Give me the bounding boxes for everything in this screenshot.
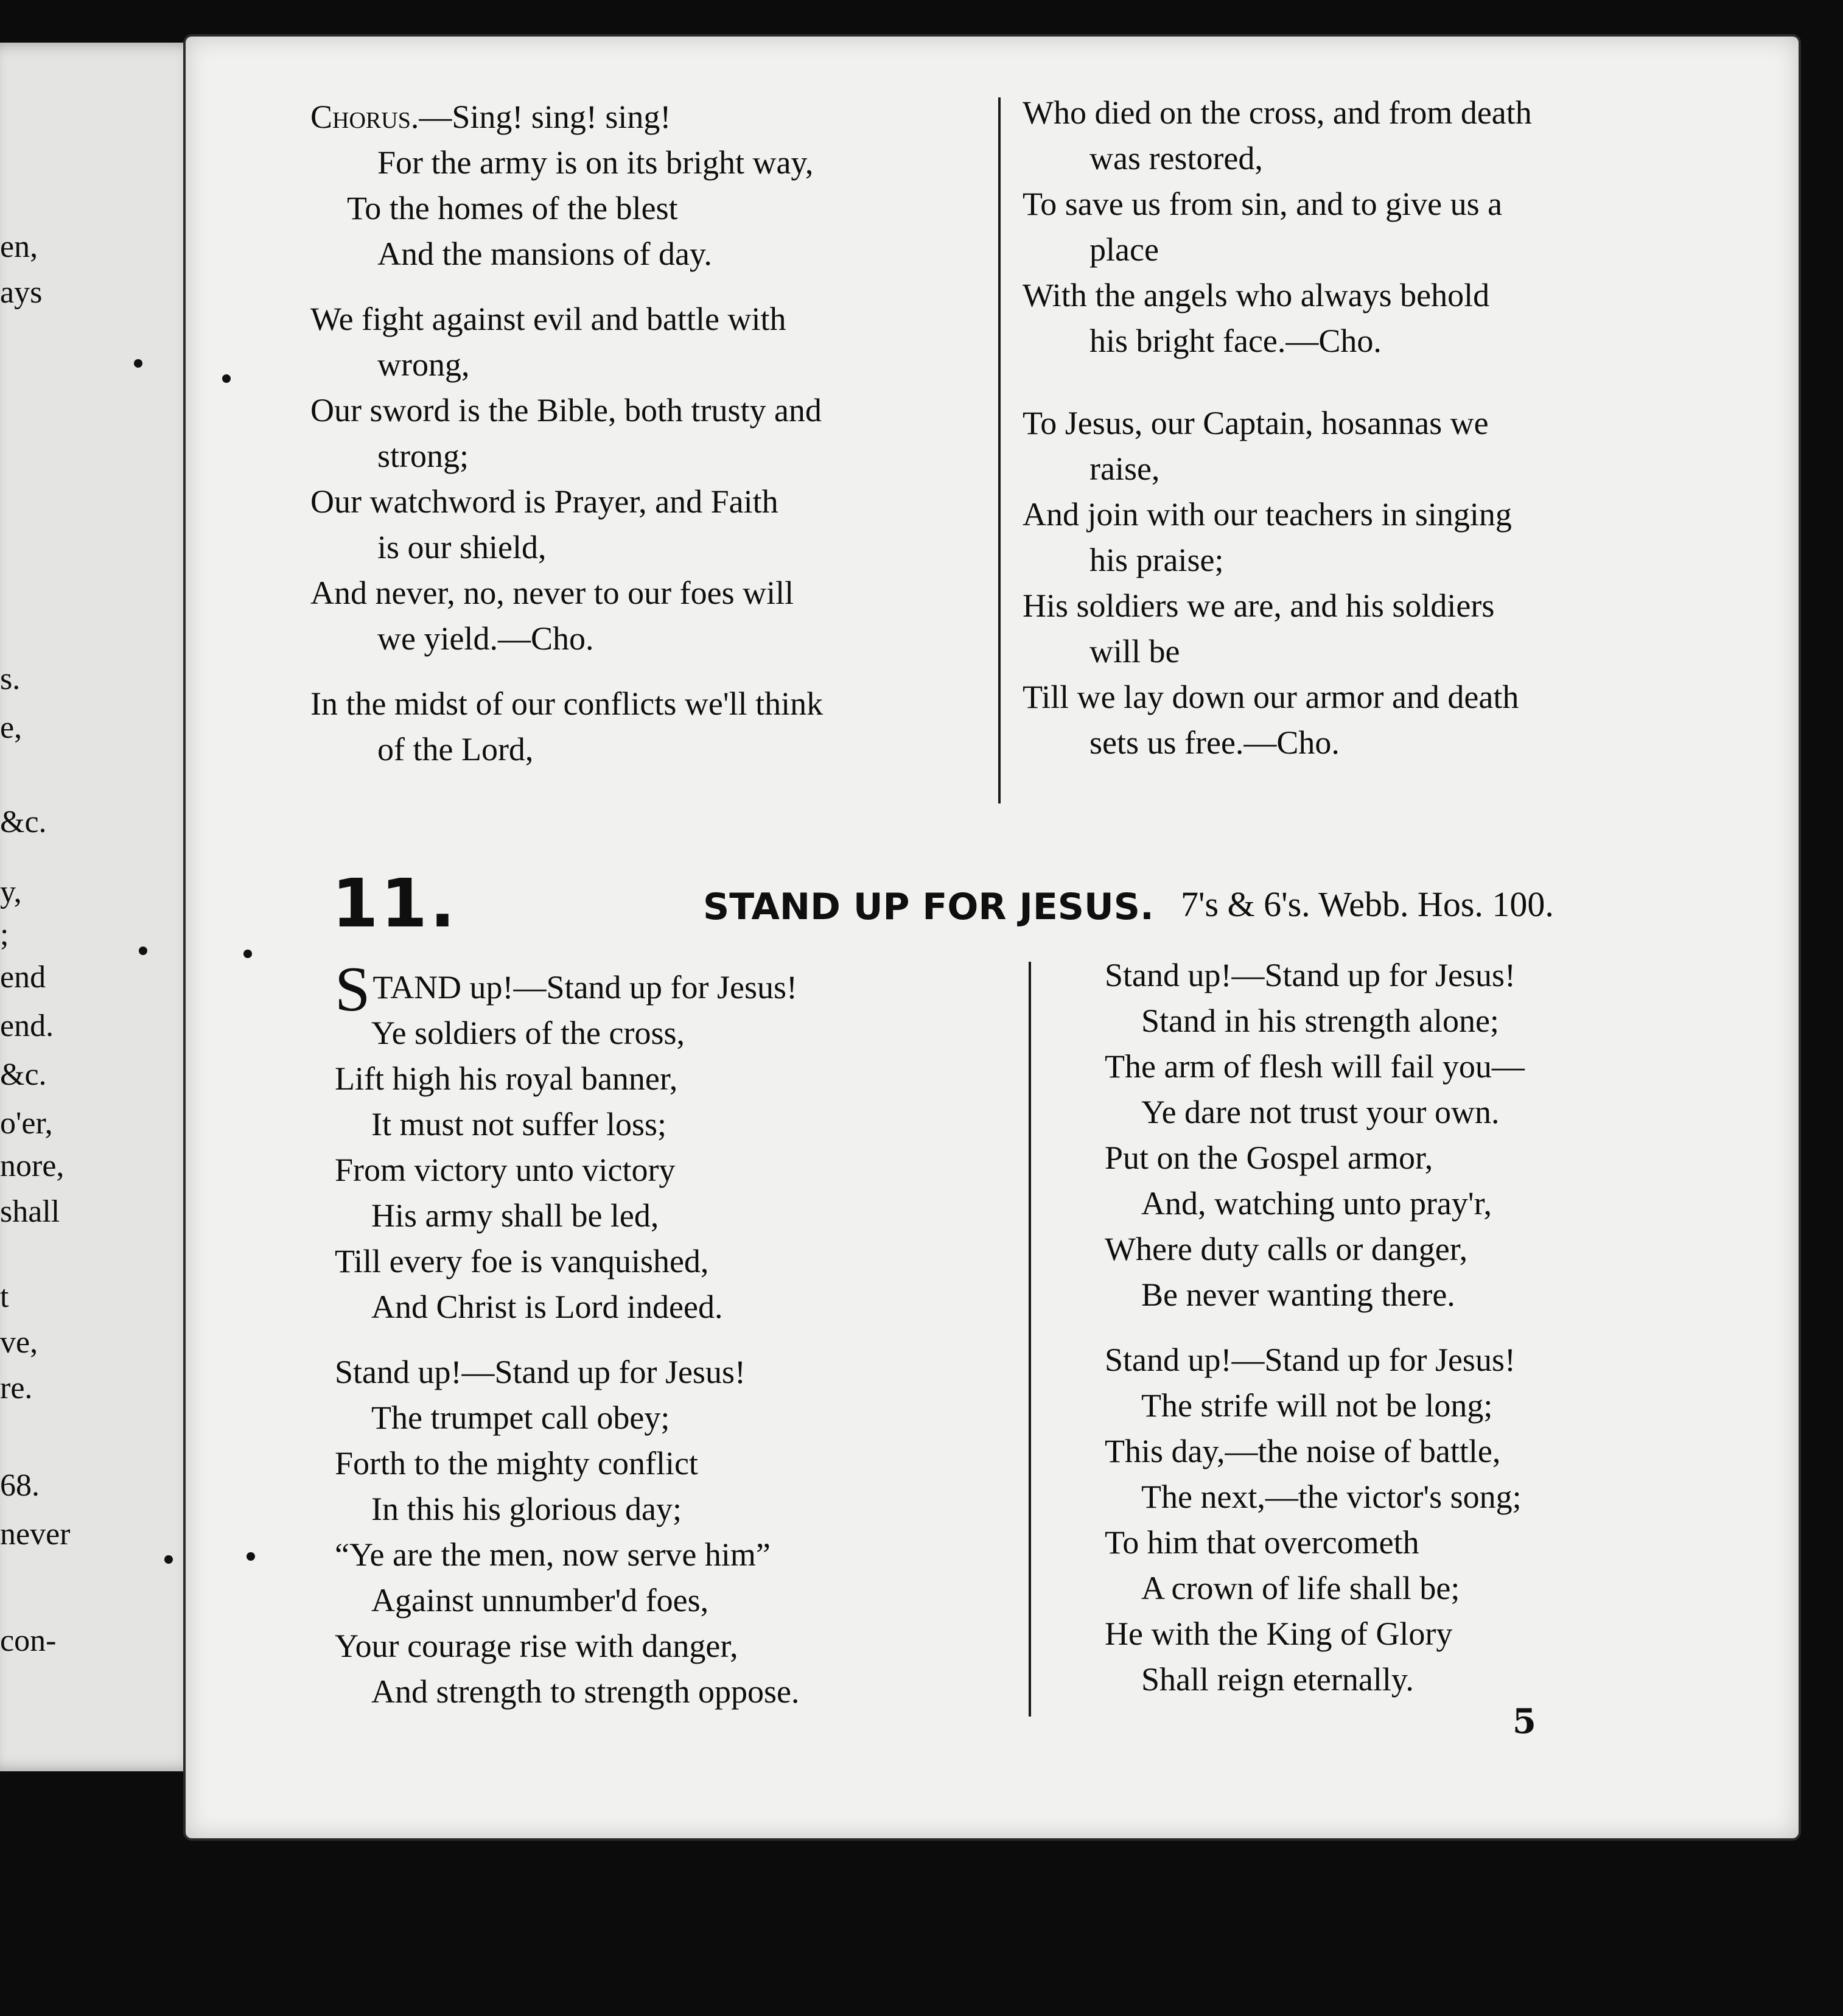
- verse-line: And the mansions of day.: [377, 236, 712, 272]
- stanza: [1105, 953, 1786, 1318]
- verse-line: Be never wanting there.: [1141, 1276, 1455, 1313]
- drop-cap: S: [335, 953, 371, 1024]
- verse-line: The next,—the victor's song;: [1141, 1479, 1522, 1515]
- verse-line: In this his glorious day;: [371, 1491, 682, 1527]
- verse-line: Stand up!—Stand up for Jesus!: [1105, 1342, 1516, 1378]
- verse-line: He with the King of Glory: [1105, 1615, 1453, 1652]
- verse-line: “Ye are the men, now serve him”: [335, 1536, 771, 1573]
- verse-line: Forth to the mighty conflict: [335, 1445, 698, 1482]
- chorus-text: —Sing! sing! sing!: [419, 99, 671, 135]
- hymn-number: 11.: [332, 864, 458, 942]
- verse-line: Put on the Gospel armor,: [1105, 1139, 1433, 1176]
- verse-line: It must not suffer loss;: [371, 1106, 666, 1143]
- lower-right-column: [1105, 953, 1786, 1722]
- lower-left-column: [335, 953, 1065, 1734]
- stanza: [1105, 1337, 1786, 1703]
- left-fragment: en,: [0, 229, 38, 264]
- hymnal-page: [186, 37, 1799, 1838]
- column-divider: [998, 97, 1001, 803]
- verse-line: Our sword is the Bible, both trusty and: [310, 392, 822, 429]
- stanza: [1023, 401, 1783, 766]
- verse-line: Lift high his royal banner,: [335, 1060, 678, 1097]
- left-fragment: &c.: [0, 805, 47, 839]
- chorus-first-line: [310, 94, 1126, 140]
- verse-line: his bright face.—Cho.: [1089, 323, 1382, 359]
- left-fragment: re.: [0, 1371, 33, 1405]
- ink-speck: [139, 947, 147, 955]
- column-divider: [1029, 962, 1031, 1717]
- verse-line: Where duty calls or danger,: [1105, 1231, 1468, 1267]
- verse-line: strong;: [377, 438, 469, 474]
- left-fragment: t: [0, 1279, 9, 1314]
- left-fragment: &c.: [0, 1057, 47, 1092]
- verse-line: Your courage rise with danger,: [335, 1628, 738, 1664]
- verse-line: raise,: [1089, 450, 1160, 487]
- verse-line: And strength to strength oppose.: [371, 1673, 800, 1710]
- upper-right-column: [1023, 90, 1783, 785]
- verse-line: Stand up!—Stand up for Jesus!: [335, 1354, 746, 1390]
- verse-line: Till every foe is vanquished,: [335, 1243, 709, 1279]
- left-fragment: e,: [0, 710, 23, 745]
- verse-line: To the homes of the blest: [347, 190, 678, 226]
- verse-line: And join with our teachers in singing: [1023, 496, 1512, 533]
- verse-line: The strife will not be long;: [1141, 1387, 1493, 1424]
- upper-left-column: [310, 94, 1126, 792]
- verse-line: place: [1089, 231, 1159, 268]
- left-fragment: 68.: [0, 1468, 40, 1503]
- left-fragment: o'er,: [0, 1106, 53, 1141]
- verse-line: his praise;: [1089, 542, 1224, 578]
- ink-speck: [247, 1552, 255, 1561]
- left-fragment: ve,: [0, 1325, 38, 1360]
- verse-line: Who died on the cross, and from death: [1023, 94, 1532, 131]
- ink-speck: [243, 950, 252, 958]
- stanza: [310, 681, 1126, 772]
- verse-line: And never, no, never to our foes will: [310, 575, 794, 611]
- chorus-label: Chorus.: [310, 99, 419, 135]
- verse-line: The trumpet call obey;: [371, 1399, 670, 1436]
- verse-line: of the Lord,: [377, 731, 534, 768]
- hymn-title: STAND UP FOR JESUS.: [703, 886, 1154, 928]
- stanza: [310, 296, 1126, 662]
- verse-line: And, watching unto pray'r,: [1141, 1185, 1492, 1222]
- verse-line: To Jesus, our Captain, hosannas we: [1023, 405, 1489, 441]
- verse-line: This day,—the noise of battle,: [1105, 1433, 1501, 1469]
- left-fragment: end: [0, 960, 46, 995]
- verse-line: we yield.—Cho.: [377, 620, 594, 657]
- verse-line: Shall reign eternally.: [1141, 1661, 1414, 1698]
- verse-line: will be: [1089, 633, 1180, 670]
- verse-line: His soldiers we are, and his soldiers: [1023, 587, 1495, 624]
- verse-line: His army shall be led,: [371, 1197, 659, 1234]
- first-line-text: TAND up!—Stand up for Jesus!: [372, 969, 798, 1006]
- verse-line: Stand in his strength alone;: [1141, 1003, 1499, 1039]
- previous-page-edge: [0, 43, 201, 1771]
- ink-speck: [222, 374, 231, 383]
- verse-line: Ye dare not trust your own.: [1141, 1094, 1500, 1130]
- verse-line: To him that overcometh: [1105, 1524, 1419, 1561]
- verse-line: Against unnumber'd foes,: [371, 1582, 709, 1619]
- left-fragment: nore,: [0, 1149, 65, 1183]
- left-fragment: ;: [0, 917, 9, 952]
- verse-line: sets us free.—Cho.: [1089, 724, 1340, 761]
- stanza: [335, 1349, 1065, 1715]
- verse-line: Stand up!—Stand up for Jesus!: [1105, 957, 1516, 993]
- left-fragment: end.: [0, 1009, 54, 1043]
- hymn-meter: 7's & 6's. Webb. Hos. 100.: [1181, 884, 1554, 924]
- verse-line: is our shield,: [377, 529, 547, 565]
- verse-line: A crown of life shall be;: [1141, 1570, 1460, 1606]
- left-fragment: con-: [0, 1623, 57, 1658]
- verse-line: From victory unto victory: [335, 1152, 676, 1188]
- left-fragment: never: [0, 1517, 71, 1552]
- stanza: [335, 953, 1065, 1330]
- ink-speck: [134, 359, 142, 368]
- chorus: [310, 94, 1126, 277]
- left-fragment: y,: [0, 875, 22, 909]
- page-number: 5: [1513, 1701, 1536, 1741]
- verse-line: was restored,: [1089, 140, 1263, 177]
- verse-line: wrong,: [377, 346, 470, 383]
- verse-line: Our watchword is Prayer, and Faith: [310, 483, 778, 520]
- verse-line: And Christ is Lord indeed.: [371, 1289, 723, 1325]
- verse-line: We fight against evil and battle with: [310, 301, 786, 337]
- verse-line: To save us from sin, and to give us a: [1023, 186, 1503, 222]
- verse-line: In the midst of our conflicts we'll think: [310, 685, 824, 722]
- verse-line: The arm of flesh will fail you—: [1105, 1048, 1525, 1085]
- verse-line: Till we lay down our armor and death: [1023, 679, 1519, 715]
- verse-line: For the army is on its bright way,: [377, 144, 814, 181]
- verse-line: Ye soldiers of the cross,: [371, 1015, 685, 1051]
- left-fragment: ays: [0, 275, 43, 310]
- stanza: [1023, 90, 1783, 364]
- verse-line: [335, 953, 1065, 1024]
- verse-line: With the angels who always behold: [1023, 277, 1490, 313]
- left-fragment: s.: [0, 662, 21, 696]
- left-fragment: shall: [0, 1194, 60, 1229]
- ink-speck: [164, 1555, 173, 1564]
